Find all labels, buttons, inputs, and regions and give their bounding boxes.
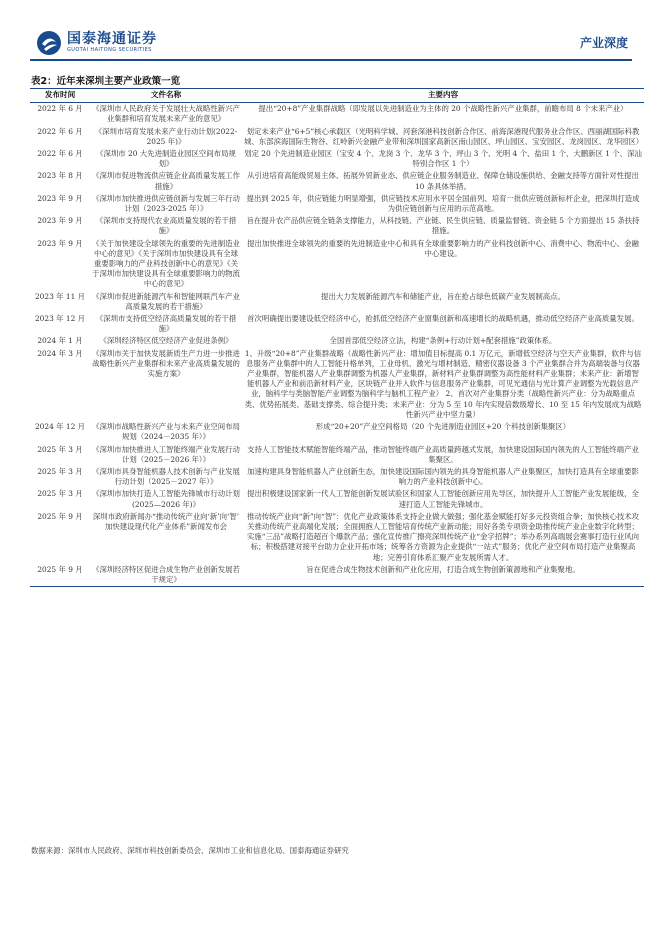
logo-english-name: GUOTAI HAITONG SECURITIES: [67, 47, 152, 53]
cell-publish-time: 2024 年 3 月: [37, 348, 83, 358]
source-note: 数据来源：深圳市人民政府、深圳市科技创新委员会、深圳市工业和信息化局、国泰海通证券研究: [31, 846, 349, 855]
cell-document-name: 《深圳市人民政府关于发展壮大战略性新兴产业集群和培育发展未来产业的意见》: [92, 104, 240, 124]
page-header: [0, 0, 662, 66]
cell-main-content: 形成“20+20”产业空间格局（20 个先进制造业园区+20 个科技创新集聚区）: [315, 422, 571, 432]
cell-document-name: 《关于加快建设全球领先的重要的先进制造业中心的意见》《关于深圳市加快建设具有全球重要影响力的产业科技创新中心的意见》《关于深圳市加快建设具有全球重要影响力的物流中心的意见》: [92, 238, 240, 289]
table-row: [30, 238, 644, 291]
cell-publish-time: 2022 年 6 月: [37, 104, 83, 114]
cell-publish-time: 2023 年 9 月: [37, 238, 83, 248]
cell-main-content: 提出到 2025 年，供应链能力明显增强，供应链技术应用水平居全国前列、培育一批供应链创新标杆企业，把深圳打造成为供应链创新与应用的示范高地。: [246, 193, 640, 214]
table-header-row: [30, 89, 644, 103]
cell-document-name: 《深圳市促进物流供应链企业高质量发展工作措施》: [92, 171, 240, 191]
cell-publish-time: 2023 年 9 月: [37, 193, 83, 203]
cell-main-content: 1、升级“20+8”产业集群战略（战略性新兴产业：增加值目标提高 0.1 万亿元，新增低空经济与空天产业集群，软件与信息服务产业集群中的人工智能升格单列，工业母机、激光与增材制造、精密仪器设备 3 个产业集群合并为高端装备与仪器产业集群，智能机器人产业集群调整为机器人产业集群，新材料产业集群调整为高性能材料产业集群；未来产业：新增智能机器人产业和前沿新材料产业，区块链产业并入软件与信息服务产业集群，可见光通信与光计算产业调整为光载信息产业，脑科学与类脑智能产业调整为脑科学与脑机工程产业） 2、首次对产业集群分类（战略性新兴产业：分为战略重点类、优势拓展类、基础支撑类、综合提升类；未来产业：分为 5 至 10 年内实现倍数级增长、10 至 15 年内发展成为战略性新兴产业中坚力量）: [244, 348, 642, 419]
cell-document-name: 《深圳市支持现代农业高质量发展的若干措施》: [95, 216, 237, 236]
cell-publish-time: 2025 年 3 月: [37, 466, 83, 476]
cell-main-content: 提出大力发展新能源汽车和储能产业，旨在抢占绿色低碳产业发展制高点。: [321, 291, 565, 301]
column-header-document: 文件名称: [90, 89, 242, 103]
cell-document-name: 《深圳市加快推进供应链创新与发展三年行动计划（2023-2025 年）》: [92, 193, 240, 214]
table-row: [30, 148, 644, 170]
cell-document-name: 《深圳经济特区低空经济产业促进条例》: [99, 336, 233, 346]
cell-document-name: 《深圳经济特区促进合成生物产业创新发展若干规定》: [90, 564, 242, 587]
table-row: [30, 488, 644, 510]
header-divider: [30, 59, 632, 61]
company-logo: [36, 30, 157, 56]
logo-mark-icon: [36, 30, 62, 56]
column-header-time: 发布时间: [30, 89, 90, 103]
cell-document-name: 《深圳市加快推进人工智能终端产业发展行动计划（2025－2026 年）》: [92, 444, 240, 464]
cell-publish-time: 2024 年 12 月: [34, 422, 86, 432]
cell-publish-time: 2023 年 8 月: [37, 171, 83, 181]
cell-main-content: 提出“20+8”产业集群战略（即发展以先进制造业为主体的 20 个战略性新兴产业集群，前瞻布局 8 个未来产业）: [258, 104, 628, 114]
cell-document-name: 《深圳市加快打造人工智能先锋城市行动计划(2025—2026 年)》: [92, 489, 240, 509]
table-row: [30, 466, 644, 488]
logo-chinese-name: 国泰海通证券: [67, 31, 157, 47]
cell-publish-time: 2025 年 3 月: [37, 489, 83, 499]
cell-main-content: 划定 20 个先进制造业园区（宝安 4 个、龙岗 3 个、龙华 3 个、坪山 3 个、光明 4 个、盐田 1 个、大鹏新区 1 个、深汕特别合作区 1 个）: [244, 149, 642, 169]
table-row: [30, 313, 644, 335]
cell-publish-time: 2024 年 1 月: [37, 336, 83, 346]
table-row: [30, 170, 644, 192]
cell-publish-time: 2022 年 6 月: [37, 126, 83, 136]
column-header-content: 主要内容: [242, 89, 644, 103]
cell-main-content: 推动传统产业向“新”向“智”：优化产业政策体系支持企业做大做强；强化基金赋能打好多元投资组合拳；加快核心技术攻关推动传统产业高端化发展；全面拥抱人工智能培育传统产业新动能；用好各类专项资金助推传统产业企业数字化转型；实施“三品”战略打造超百个爆款产品；强化宣传推广擦亮深圳传统产业“金字招牌”；举办系列高端展会赛事打造行业风向标；积极搭建对接平台助力企业开拓市场；统筹各方资源为企业提供“一站式”服务；优化产业空间布局打造产业集聚高地；完善引育体系汇聚产业发展所需人才。: [246, 511, 640, 562]
table-row: [30, 564, 644, 587]
cell-main-content: 提出积极建设国家新一代人工智能创新发展试验区和国家人工智能创新应用先导区，加快提升人工智能产业发展能级，全速打造人工智能先锋城市。: [247, 489, 639, 509]
cell-main-content: 加速构建具身智能机器人产业创新生态，加快建设国际国内领先的具身智能机器人产业集聚区，加快打造具有全球重要影响力的产业科技创新中心。: [247, 466, 639, 487]
cell-document-name: 《深圳市 20 大先进制造业园区空间布局规划》: [96, 149, 236, 169]
cell-document-name: 《深圳市具身智能机器人技术创新与产业发展行动计划（2025－2027 年）》: [92, 466, 240, 487]
table-row: [30, 444, 644, 466]
table-title: 表2：近年来深圳主要产业政策一览: [31, 76, 181, 87]
table-row: [30, 126, 644, 148]
cell-publish-time: 2023 年 9 月: [37, 216, 83, 226]
report-type-label: 产业深度: [579, 36, 628, 50]
table-row: [30, 511, 644, 564]
table-row: [30, 348, 644, 421]
cell-publish-time: 2025 年 3 月: [37, 444, 83, 454]
policy-table-container: [30, 88, 644, 587]
cell-document-name: 《深圳市促进新能源汽车和智能网联汽车产业高质量发展的若干措施》: [92, 291, 240, 311]
cell-main-content: 提出加快推进全球领先的重要的先进制造业中心和具有全球重要影响力的产业科技创新中心、消费中心、物流中心、金融中心建设。: [247, 238, 639, 258]
table-row: [30, 215, 644, 237]
table-row: [30, 103, 644, 126]
cell-document-name: 《深圳市培育发展未来产业行动计划(2022-2025 年)》: [94, 126, 238, 146]
cell-main-content: 首次明确提出要建设低空经济中心，抢抓低空经济产业窗集创新和高速增长的战略机遇，推动低空经济产业高质量发展。: [247, 314, 639, 324]
cell-main-content: 旨在提升农产品供应链全链条支撑能力，从科技链、产业链、民生供应链、质量监督链、资金链 5 个方面提出 15 条扶持措施。: [246, 216, 640, 236]
cell-document-name: 深圳市政府新闻办“推动传统产业向‘新’向‘智’ 加快建设现代化产业体系”新闻发布会: [92, 511, 240, 531]
cell-main-content: 从引进培育高能级贸易主体、拓展外贸新业态、供应链企业服务制造业、保障仓储设施供给、金融支持等方面针对性提出 10 条具体举措。: [247, 171, 639, 191]
cell-main-content: 划定未来产业“6+5”核心承载区（光明科学城、河套深港科技创新合作区、前海深港现代服务业合作区、西丽湖国际科教城、东部滨海国际生物谷、红岭新兴金融产业带和深圳国家高新区南山园区、坪山园区、宝安园区、龙岗园区、龙华园区）: [244, 126, 644, 146]
cell-document-name: 《深圳市战略性新兴产业与未来产业空间布局规划（2024－2035 年）》: [92, 422, 240, 442]
cell-publish-time: 2025 年 9 月: [37, 511, 83, 521]
cell-publish-time: 2025 年 9 月: [30, 564, 90, 587]
cell-document-name: 《深圳市支持低空经济高质量发展的若干措施》: [95, 314, 237, 334]
cell-main-content: 支持人工智能技术赋能智能终端产品，推动智能终端产业高质量跨越式发展，加快建设国际国内领先的人工智能终端产业集聚区。: [247, 444, 639, 464]
cell-document-name: 《深圳市关于加快发展新质生产力进一步推进战略性新兴产业集群和未来产业高质量发展的实施方案》: [92, 348, 240, 379]
table-row: [30, 193, 644, 215]
table-row: [30, 421, 644, 443]
table-body: [30, 103, 644, 587]
cell-publish-time: 2022 年 6 月: [37, 149, 83, 159]
table-row: [30, 291, 644, 313]
cell-main-content: 全国首部低空经济立法，构建“条例+行动计划+配套措施”政策体系。: [329, 336, 557, 346]
table-row: [30, 335, 644, 347]
policy-table: [30, 88, 644, 587]
cell-main-content: 旨在促进合成生物技术创新和产业化应用，打造合成生物创新策源地和产业集聚地。: [242, 564, 644, 587]
cell-publish-time: 2023 年 12 月: [34, 314, 86, 324]
cell-publish-time: 2023 年 11 月: [34, 291, 86, 301]
